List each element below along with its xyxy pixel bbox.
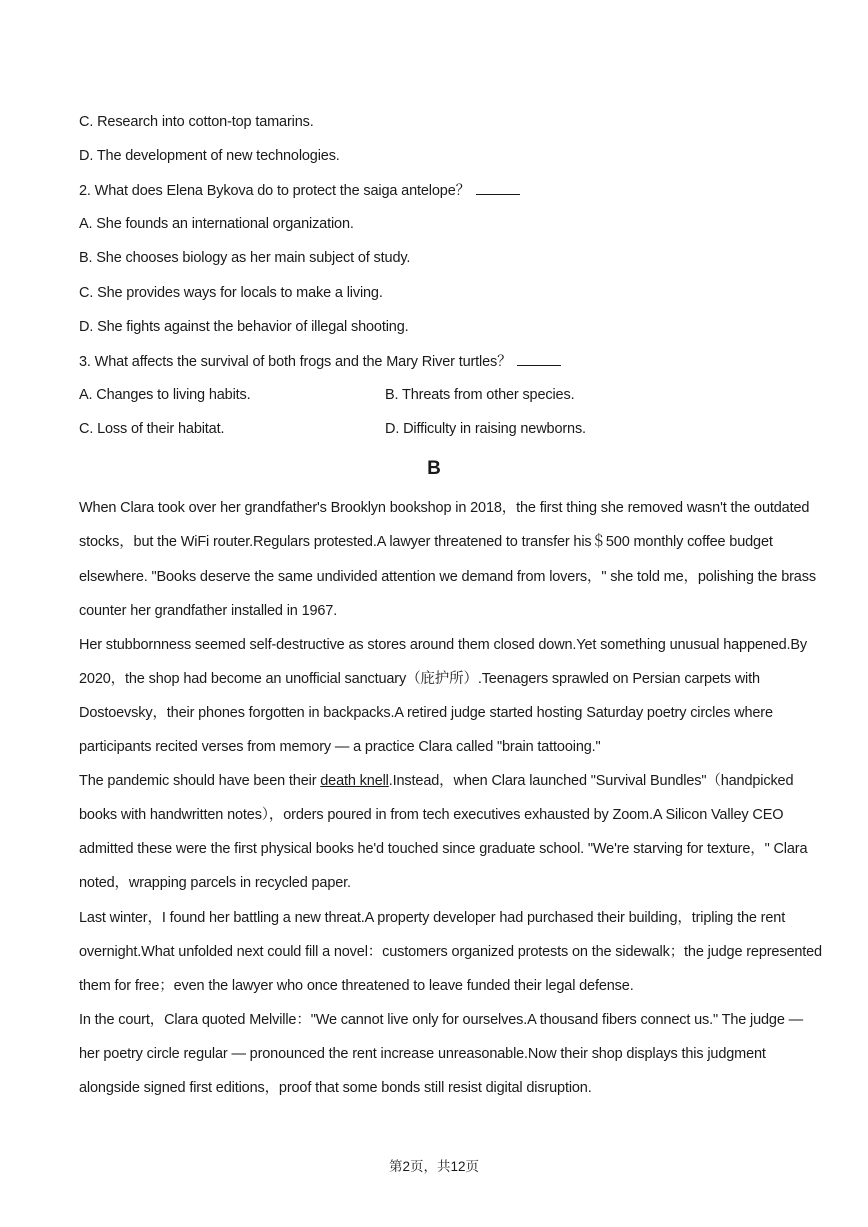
paragraph-line: Her stubbornness seemed self-destructive as stores around them closed down.Yet something unusual happened.By — [79, 637, 808, 653]
section-heading: B — [427, 458, 441, 479]
paragraph-line: 2020，the shop had become an unofficial sanctuary（庇护所）.Teenagers sprawled on Persian carpets with — [79, 671, 760, 687]
paragraph-line: When Clara took over her grandfather's Brooklyn bookshop in 2018，the first thing she removed wasn't the outdated — [79, 500, 810, 516]
q3-stem-text: 3. What affects the survival of both frogs and the Mary River turtles？ — [79, 354, 512, 370]
paragraph-line: Dostoevsky，their phones forgotten in backpacks.A retired judge started hosting Saturday poetry circles where — [79, 705, 773, 721]
q2-option-c: C. She provides ways for locals to make a living. — [79, 285, 383, 301]
paragraph-line: them for free；even the lawyer who once threatened to leave funded their legal defense. — [79, 978, 634, 994]
underlined-phrase: death knell — [320, 773, 389, 789]
paragraph-line: In the court，Clara quoted Melville："We cannot live only for ourselves.A thousand fibers connect us." The judge — — [79, 1012, 803, 1028]
text-run: The pandemic should have been their — [79, 773, 321, 789]
paragraph-line: overnight.What unfolded next could fill a novel：customers organized protests on the sidewalk；the judge represented — [79, 944, 822, 960]
page-indicator: 第2页，共12页 — [388, 1159, 480, 1174]
q3-option-d: D. Difficulty in raising newborns. — [385, 421, 586, 437]
answer-blank — [476, 180, 520, 195]
q2-option-a: A. She founds an international organization. — [79, 216, 354, 232]
paragraph-line: counter her grandfather installed in 1967. — [79, 603, 338, 619]
answer-blank — [517, 351, 561, 366]
q1-option-d: D. The development of new technologies. — [79, 148, 340, 164]
paragraph-line: stocks，but the WiFi router.Regulars protested.A lawyer threatened to transfer his＄500 monthly coffee budget — [79, 534, 773, 550]
paragraph-line: alongside signed first editions，proof that some bonds still resist digital disruption. — [79, 1080, 592, 1096]
paragraph-line: books with handwritten notes），orders poured in from tech executives exhausted by Zoom.A Silicon Valley CEO — [79, 807, 784, 823]
q3-option-c: C. Loss of their habitat. — [79, 421, 225, 437]
q2-option-d: D. She fights against the behavior of illegal shooting. — [79, 319, 409, 335]
q3-option-b: B. Threats from other species. — [385, 387, 575, 403]
paragraph-line: participants recited verses from memory — a practice Clara called "brain tattooing." — [79, 739, 601, 755]
paragraph-line: admitted these were the first physical books he'd touched since graduate school. "We're starving for texture，" Clara — [79, 841, 808, 857]
q2-stem-text: 2. What does Elena Bykova do to protect the saiga antelope？ — [79, 183, 470, 199]
q3-stem — [79, 351, 561, 372]
paragraph-line: her poetry circle regular — pronounced the rent increase unreasonable.Now their shop displays this judgment — [79, 1046, 766, 1062]
paragraph-line: noted，wrapping parcels in recycled paper. — [79, 875, 351, 891]
q1-option-c: C. Research into cotton-top tamarins. — [79, 114, 314, 130]
text-run: .Instead，when Clara launched "Survival Bundles"（handpicked — [388, 773, 794, 789]
q3-option-a: A. Changes to living habits. — [79, 387, 251, 403]
q2-stem — [79, 180, 520, 201]
paragraph-line: Last winter，I found her battling a new threat.A property developer had purchased their building，tripling the rent — [79, 910, 786, 926]
paragraph-line: elsewhere. "Books deserve the same undivided attention we demand from lovers，" she told me，polishing the brass — [79, 569, 816, 585]
paragraph-line — [79, 771, 793, 791]
q2-option-b: B. She chooses biology as her main subject of study. — [79, 250, 411, 266]
